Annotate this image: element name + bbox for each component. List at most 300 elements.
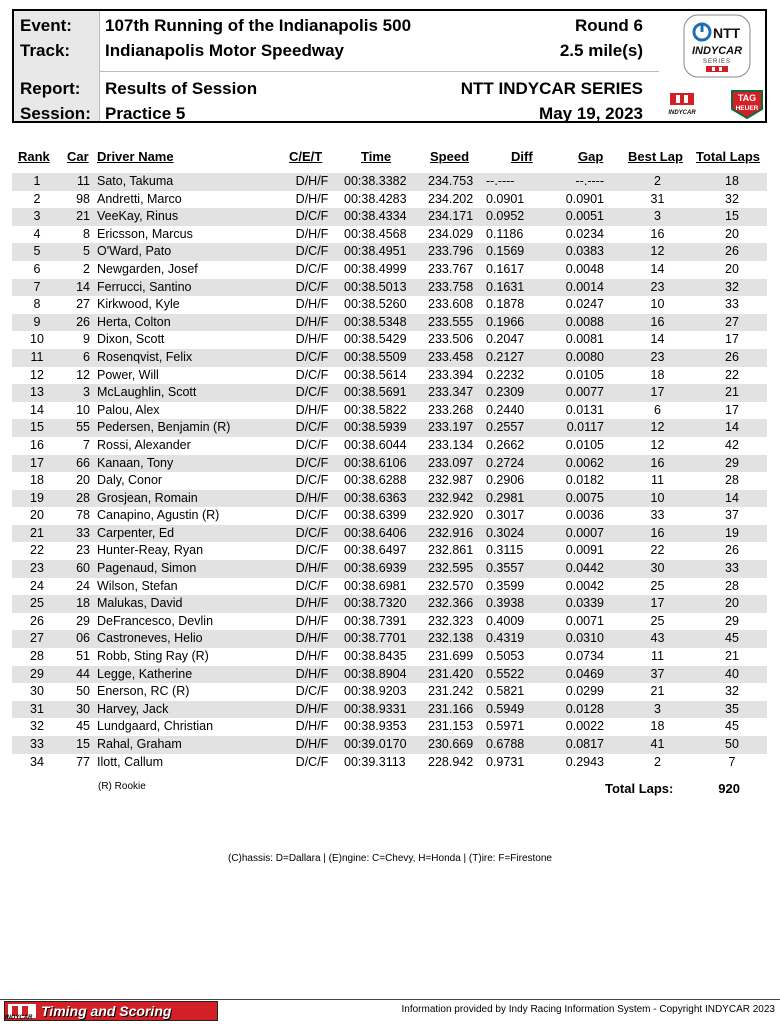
gap-cell: 0.0014 xyxy=(565,279,604,294)
car-cell: 28 xyxy=(76,490,90,505)
col-gap: Gap xyxy=(578,149,604,164)
diff-cell: 0.2127 xyxy=(486,349,525,364)
car-cell: 45 xyxy=(76,719,90,734)
gap-cell: 0.0051 xyxy=(565,209,604,224)
rank-cell: 22 xyxy=(30,543,44,558)
gap-cell: 0.0234 xyxy=(565,226,604,241)
rank-cell: 3 xyxy=(33,209,41,224)
table-row xyxy=(12,243,767,261)
session-date: May 19, 2023 xyxy=(539,104,643,123)
timing-scoring-label: Timing and Scoring xyxy=(41,1003,172,1019)
car-cell: 5 xyxy=(83,244,90,259)
speed-cell: 233.197 xyxy=(428,420,474,435)
total-laps-cell: 26 xyxy=(725,349,739,364)
car-cell: 20 xyxy=(76,473,90,488)
table-row xyxy=(12,349,767,367)
gap-cell: 0.0310 xyxy=(565,631,604,646)
diff-cell: 0.5053 xyxy=(486,649,525,664)
cet-cell: D/C/F xyxy=(295,455,329,470)
track-label: Track: xyxy=(20,41,71,60)
best-lap-cell: 2 xyxy=(654,754,661,769)
rank-cell: 25 xyxy=(30,596,44,611)
table-row xyxy=(12,472,767,490)
rank-cell: 8 xyxy=(33,297,41,312)
total-laps-cell: 20 xyxy=(725,596,739,611)
cet-legend: (C)hassis: D=Dallara | (E)ngine: C=Chevy, H=Honda | (T)ire: F=Firestone xyxy=(227,853,552,864)
table-row xyxy=(12,419,767,437)
time-cell: 00:38.6288 xyxy=(344,473,407,488)
gap-cell: 0.0105 xyxy=(565,437,604,452)
speed-cell: 231.242 xyxy=(428,684,474,699)
gap-cell: 0.0817 xyxy=(565,737,604,751)
speed-cell: 228.942 xyxy=(428,754,474,769)
track-length: 2.5 mile(s) xyxy=(559,41,643,60)
best-lap-cell: 6 xyxy=(654,402,661,417)
time-cell: 00:38.9203 xyxy=(344,684,407,699)
car-cell: 33 xyxy=(76,525,90,540)
cet-cell: D/C/F xyxy=(295,543,329,558)
best-lap-cell: 23 xyxy=(650,279,665,294)
best-lap-cell: 17 xyxy=(650,596,665,611)
gap-cell: 0.0182 xyxy=(565,473,604,488)
best-lap-cell: 23 xyxy=(650,349,665,364)
diff-cell: 0.2906 xyxy=(486,473,525,488)
speed-cell: 232.942 xyxy=(428,490,474,505)
report-name: Results of Session xyxy=(105,79,258,98)
car-cell: 6 xyxy=(83,349,90,364)
gap-cell: 0.0048 xyxy=(565,261,604,276)
time-cell: 00:38.6406 xyxy=(344,525,407,540)
total-laps-cell: 14 xyxy=(725,420,739,435)
gap-cell: 0.0247 xyxy=(565,297,604,312)
speed-cell: 232.323 xyxy=(428,613,474,628)
speed-cell: 233.347 xyxy=(428,385,474,400)
best-lap-cell: 31 xyxy=(650,191,665,206)
cet-cell: D/H/F xyxy=(295,737,329,751)
diff-cell: 0.1966 xyxy=(486,314,525,329)
speed-cell: 234.202 xyxy=(428,191,474,206)
total-laps-cell: 33 xyxy=(725,297,739,312)
cet-cell: D/C/F xyxy=(295,279,329,294)
col-rank: Rank xyxy=(18,149,50,164)
best-lap-cell: 18 xyxy=(650,367,665,382)
cet-cell: D/H/F xyxy=(295,666,329,681)
best-lap-cell: 12 xyxy=(650,420,665,435)
car-cell: 50 xyxy=(76,684,90,699)
table-row xyxy=(12,367,767,385)
car-cell: 7 xyxy=(83,437,90,452)
time-cell: 00:38.5260 xyxy=(344,297,407,312)
driver-name-cell: Newgarden, Josef xyxy=(97,261,198,276)
total-laps-cell: 20 xyxy=(725,261,739,276)
table-row xyxy=(12,595,767,613)
car-cell: 51 xyxy=(76,649,90,664)
total-laps-cell: 32 xyxy=(725,279,739,294)
series-name: NTT INDYCAR SERIES xyxy=(460,79,643,98)
best-lap-cell: 43 xyxy=(650,631,665,646)
diff-cell: 0.0952 xyxy=(486,209,525,224)
event-name: 107th Running of the Indianapolis 500 xyxy=(105,16,412,35)
rank-cell: 17 xyxy=(30,455,44,470)
rank-cell: 31 xyxy=(30,701,44,716)
gap-cell: 0.0901 xyxy=(565,191,604,206)
table-row xyxy=(12,578,767,596)
rank-cell: 7 xyxy=(33,279,41,294)
gap-cell: 0.0128 xyxy=(565,701,604,716)
time-cell: 00:38.5509 xyxy=(344,349,407,364)
diff-cell: 0.0901 xyxy=(486,191,525,206)
diff-cell: 0.3557 xyxy=(486,561,525,576)
speed-cell: 231.420 xyxy=(428,666,474,681)
best-lap-cell: 16 xyxy=(650,455,665,470)
driver-name-cell: Palou, Alex xyxy=(97,402,160,417)
car-cell: 24 xyxy=(76,578,90,593)
best-lap-cell: 10 xyxy=(650,297,665,312)
rank-cell: 11 xyxy=(30,349,44,364)
svg-text:INDYCAR: INDYCAR xyxy=(668,110,696,116)
rank-cell: 27 xyxy=(30,631,44,646)
gap-cell: 0.0071 xyxy=(565,613,604,628)
best-lap-cell: 33 xyxy=(650,508,665,523)
total-laps-cell: 32 xyxy=(725,191,739,206)
diff-cell: 0.4319 xyxy=(486,631,525,646)
round-label: Round 6 xyxy=(575,16,643,35)
driver-name-cell: Daly, Conor xyxy=(97,473,163,488)
time-cell: 00:38.4568 xyxy=(344,226,407,241)
table-row xyxy=(12,613,767,631)
gap-cell: 0.0077 xyxy=(565,385,604,400)
rank-cell: 13 xyxy=(30,385,44,400)
rank-cell: 12 xyxy=(30,367,44,382)
speed-cell: 230.669 xyxy=(428,737,474,751)
table-row xyxy=(12,173,767,191)
speed-cell: 233.506 xyxy=(428,332,474,347)
driver-name-cell: Robb, Sting Ray (R) xyxy=(97,649,209,664)
total-laps-cell: 15 xyxy=(725,209,739,224)
speed-cell: 234.029 xyxy=(428,226,474,241)
speed-cell: 232.987 xyxy=(428,473,474,488)
gap-cell: 0.0383 xyxy=(565,244,604,259)
diff-cell: 0.2981 xyxy=(486,490,525,505)
driver-name-cell: O'Ward, Pato xyxy=(97,244,172,259)
gap-cell: 0.0075 xyxy=(565,490,604,505)
table-row xyxy=(12,648,767,666)
results-table xyxy=(12,173,767,771)
gap-cell: 0.0080 xyxy=(565,349,604,364)
gap-cell: 0.0442 xyxy=(565,561,604,576)
driver-name-cell: Castroneves, Helio xyxy=(97,631,203,646)
col-diff: Diff xyxy=(511,149,533,164)
best-lap-cell: 25 xyxy=(650,578,665,593)
car-cell: 60 xyxy=(76,561,90,576)
driver-name-cell: Ferrucci, Santino xyxy=(97,279,192,294)
time-cell: 00:38.4283 xyxy=(344,191,407,206)
cet-cell: D/H/F xyxy=(295,174,329,188)
total-laps-cell: 45 xyxy=(725,631,739,646)
cet-cell: D/C/F xyxy=(295,420,329,435)
table-row xyxy=(12,630,767,648)
speed-cell: 233.767 xyxy=(428,261,474,276)
car-cell: 66 xyxy=(76,455,90,470)
total-laps-cell: 17 xyxy=(725,402,739,417)
gap-cell: 0.0469 xyxy=(565,666,604,681)
time-cell: 00:38.7701 xyxy=(344,631,407,646)
col-time: Time xyxy=(361,149,392,164)
time-cell: 00:38.5348 xyxy=(344,314,407,329)
table-row xyxy=(12,507,767,525)
driver-name-cell: Grosjean, Romain xyxy=(97,490,198,505)
car-cell: 21 xyxy=(76,209,90,224)
speed-cell: 234.171 xyxy=(428,209,474,224)
diff-cell: 0.6788 xyxy=(486,737,525,751)
time-cell: 00:38.5013 xyxy=(344,279,407,294)
table-row xyxy=(12,402,767,420)
time-cell: 00:38.5429 xyxy=(344,332,407,347)
driver-name-cell: Kirkwood, Kyle xyxy=(97,297,180,312)
car-cell: 12 xyxy=(76,367,90,382)
rank-cell: 32 xyxy=(30,719,44,734)
rank-cell: 10 xyxy=(30,332,44,347)
total-laps-cell: 28 xyxy=(725,578,739,593)
time-cell: 00:38.5614 xyxy=(344,367,407,382)
gap-cell: 0.0117 xyxy=(566,420,604,435)
driver-name-cell: Lundgaard, Christian xyxy=(97,719,214,734)
speed-cell: 232.920 xyxy=(428,508,474,523)
driver-name-cell: Andretti, Marco xyxy=(97,191,182,206)
total-laps-cell: 37 xyxy=(725,508,739,523)
table-row xyxy=(12,525,767,543)
table-row xyxy=(12,437,767,455)
rank-cell: 14 xyxy=(30,402,44,417)
svg-text:SERIES: SERIES xyxy=(702,59,732,65)
total-laps-cell: 27 xyxy=(725,314,739,329)
rank-cell: 33 xyxy=(30,737,44,751)
copyright-text: Information provided by Indy Racing Information System - Copyright INDYCAR 2023 xyxy=(401,1004,775,1015)
diff-cell: 0.2047 xyxy=(486,332,525,347)
speed-cell: 232.595 xyxy=(428,561,474,576)
cet-cell: D/H/F xyxy=(295,701,329,716)
car-cell: 98 xyxy=(76,191,90,206)
cet-cell: D/C/F xyxy=(295,525,329,540)
time-cell: 00:38.7391 xyxy=(344,613,407,628)
car-cell: 23 xyxy=(76,543,90,558)
car-cell: 44 xyxy=(76,666,90,681)
svg-text:INDYCAR: INDYCAR xyxy=(691,45,743,57)
best-lap-cell: 11 xyxy=(651,649,664,664)
time-cell: 00:38.4999 xyxy=(344,261,407,276)
diff-cell: 0.9731 xyxy=(486,754,525,769)
table-row xyxy=(12,736,767,754)
driver-name-cell: Rosenqvist, Felix xyxy=(97,349,193,364)
driver-name-cell: Enerson, RC (R) xyxy=(97,684,190,699)
time-cell: 00:38.5822 xyxy=(344,402,407,417)
total-laps-cell: 19 xyxy=(725,525,739,540)
gap-cell: 0.0734 xyxy=(565,649,604,664)
cet-cell: D/H/F xyxy=(295,613,329,628)
time-cell: 00:38.9331 xyxy=(344,701,407,716)
total-laps-cell: 50 xyxy=(725,737,739,751)
best-lap-cell: 41 xyxy=(650,737,665,751)
car-cell: 26 xyxy=(76,314,90,329)
table-row xyxy=(12,331,767,349)
gap-cell: 0.0105 xyxy=(565,367,604,382)
best-lap-cell: 16 xyxy=(650,525,665,540)
driver-name-cell: Sato, Takuma xyxy=(97,174,174,188)
cet-cell: D/C/F xyxy=(295,437,329,452)
best-lap-cell: 16 xyxy=(650,314,665,329)
svg-text:HEUER: HEUER xyxy=(735,105,759,112)
total-laps-cell: 28 xyxy=(725,473,739,488)
report-header xyxy=(12,9,767,123)
gap-cell: 0.0062 xyxy=(565,455,604,470)
gap-cell: 0.0299 xyxy=(565,684,604,699)
driver-name-cell: Legge, Katherine xyxy=(97,666,193,681)
cet-cell: D/H/F xyxy=(295,719,329,734)
speed-cell: 233.394 xyxy=(428,367,474,382)
rank-cell: 26 xyxy=(30,613,44,628)
total-laps-cell: 35 xyxy=(725,701,739,716)
speed-cell: 231.166 xyxy=(428,701,474,716)
time-cell: 00:39.3113 xyxy=(344,754,406,769)
driver-name-cell: Herta, Colton xyxy=(97,314,171,329)
table-row xyxy=(12,455,767,473)
rank-cell: 4 xyxy=(33,226,41,241)
rank-cell: 18 xyxy=(30,473,44,488)
diff-cell: 0.5949 xyxy=(486,701,525,716)
cet-cell: D/C/F xyxy=(295,385,329,400)
driver-name-cell: Rahal, Graham xyxy=(97,737,182,751)
time-cell: 00:38.8435 xyxy=(344,649,407,664)
cet-cell: D/C/F xyxy=(295,209,329,224)
cet-cell: D/C/F xyxy=(295,754,329,769)
track-name: Indianapolis Motor Speedway xyxy=(105,41,344,60)
time-cell: 00:38.9353 xyxy=(344,719,407,734)
total-laps-cell: 22 xyxy=(725,367,739,382)
col-total-laps: Total Laps xyxy=(696,149,761,164)
car-cell: 15 xyxy=(76,737,90,751)
time-cell: 00:38.6363 xyxy=(344,490,407,505)
driver-name-cell: Wilson, Stefan xyxy=(97,578,178,593)
gap-cell: 0.0339 xyxy=(565,596,604,611)
cet-cell: D/C/F xyxy=(295,578,329,593)
speed-cell: 233.758 xyxy=(428,279,474,294)
speed-cell: 233.608 xyxy=(428,297,474,312)
rank-cell: 1 xyxy=(33,174,41,188)
svg-text:TAG: TAG xyxy=(737,93,757,103)
rank-cell: 24 xyxy=(30,578,44,593)
timing-scoring-banner xyxy=(4,1001,218,1021)
total-laps-cell: 20 xyxy=(725,226,739,241)
footer-indycar-label: INDYCAR xyxy=(5,1015,33,1021)
cet-cell: D/H/F xyxy=(295,596,329,611)
diff-cell: 0.1617 xyxy=(486,261,525,276)
time-cell: 00:38.4951 xyxy=(344,244,407,259)
best-lap-cell: 16 xyxy=(650,226,665,241)
time-cell: 00:38.6399 xyxy=(344,508,407,523)
diff-cell: 0.1631 xyxy=(486,279,525,294)
total-laps-cell: 45 xyxy=(725,719,739,734)
car-cell: 2 xyxy=(83,261,90,276)
cet-cell: D/C/F xyxy=(295,684,329,699)
report-label: Report: xyxy=(20,79,81,98)
speed-cell: 233.268 xyxy=(428,402,474,417)
event-label: Event: xyxy=(20,16,72,35)
total-laps-cell: 40 xyxy=(725,666,739,681)
table-row xyxy=(12,279,767,297)
speed-cell: 232.861 xyxy=(428,543,474,558)
rank-cell: 15 xyxy=(30,420,44,435)
table-row xyxy=(12,666,767,684)
car-cell: 3 xyxy=(83,385,90,400)
driver-name-cell: Ilott, Callum xyxy=(97,754,163,769)
diff-cell: 0.1569 xyxy=(486,244,525,259)
rookie-note: (R) Rookie xyxy=(98,781,146,792)
gap-cell: 0.0131 xyxy=(565,402,604,417)
diff-cell: 0.2724 xyxy=(486,455,525,470)
diff-cell: 0.3938 xyxy=(486,596,525,611)
best-lap-cell: 10 xyxy=(650,490,665,505)
best-lap-cell: 11 xyxy=(651,473,664,488)
diff-cell: 0.2662 xyxy=(486,437,525,452)
gap-cell: 0.0091 xyxy=(565,543,604,558)
time-cell: 00:38.7320 xyxy=(344,596,407,611)
time-cell: 00:38.4334 xyxy=(344,209,407,224)
total-laps-label: Total Laps: xyxy=(605,781,674,796)
total-laps-cell: 42 xyxy=(725,437,739,452)
driver-name-cell: Hunter-Reay, Ryan xyxy=(97,543,204,558)
diff-cell: 0.5971 xyxy=(486,719,525,734)
best-lap-cell: 18 xyxy=(650,719,665,734)
table-row xyxy=(12,261,767,279)
cet-cell: D/H/F xyxy=(295,631,329,646)
rank-cell: 19 xyxy=(30,490,44,505)
speed-cell: 233.458 xyxy=(428,349,474,364)
cet-cell: D/C/F xyxy=(295,244,329,259)
cet-cell: D/H/F xyxy=(295,649,329,664)
cet-cell: D/H/F xyxy=(295,191,329,206)
driver-name-cell: Harvey, Jack xyxy=(97,701,169,716)
diff-cell: 0.3024 xyxy=(486,525,525,540)
total-laps-cell: 17 xyxy=(725,332,739,347)
rank-cell: 34 xyxy=(30,754,44,769)
car-cell: 55 xyxy=(76,420,90,435)
car-cell: 29 xyxy=(76,613,90,628)
best-lap-cell: 14 xyxy=(650,332,665,347)
total-laps-cell: 29 xyxy=(725,455,739,470)
speed-cell: 231.153 xyxy=(428,719,474,734)
col-car: Car xyxy=(67,149,89,164)
diff-cell: 0.2309 xyxy=(486,385,525,400)
gap-cell: 0.0036 xyxy=(565,508,604,523)
driver-name-cell: Malukas, David xyxy=(97,596,183,611)
cet-cell: D/H/F xyxy=(295,226,329,241)
driver-name-cell: Kanaan, Tony xyxy=(97,455,174,470)
gap-cell: 0.0007 xyxy=(565,525,604,540)
rank-cell: 2 xyxy=(33,191,41,206)
cet-cell: D/C/F xyxy=(295,261,329,276)
table-row xyxy=(12,296,767,314)
rank-cell: 6 xyxy=(33,261,41,276)
driver-name-cell: Carpenter, Ed xyxy=(97,525,175,540)
table-row xyxy=(12,683,767,701)
rank-cell: 5 xyxy=(33,244,41,259)
time-cell: 00:38.6044 xyxy=(344,437,407,452)
car-cell: 06 xyxy=(76,631,90,646)
total-laps-cell: 21 xyxy=(725,385,739,400)
car-cell: 30 xyxy=(76,701,90,716)
total-laps-cell: 33 xyxy=(725,561,739,576)
best-lap-cell: 37 xyxy=(650,666,665,681)
